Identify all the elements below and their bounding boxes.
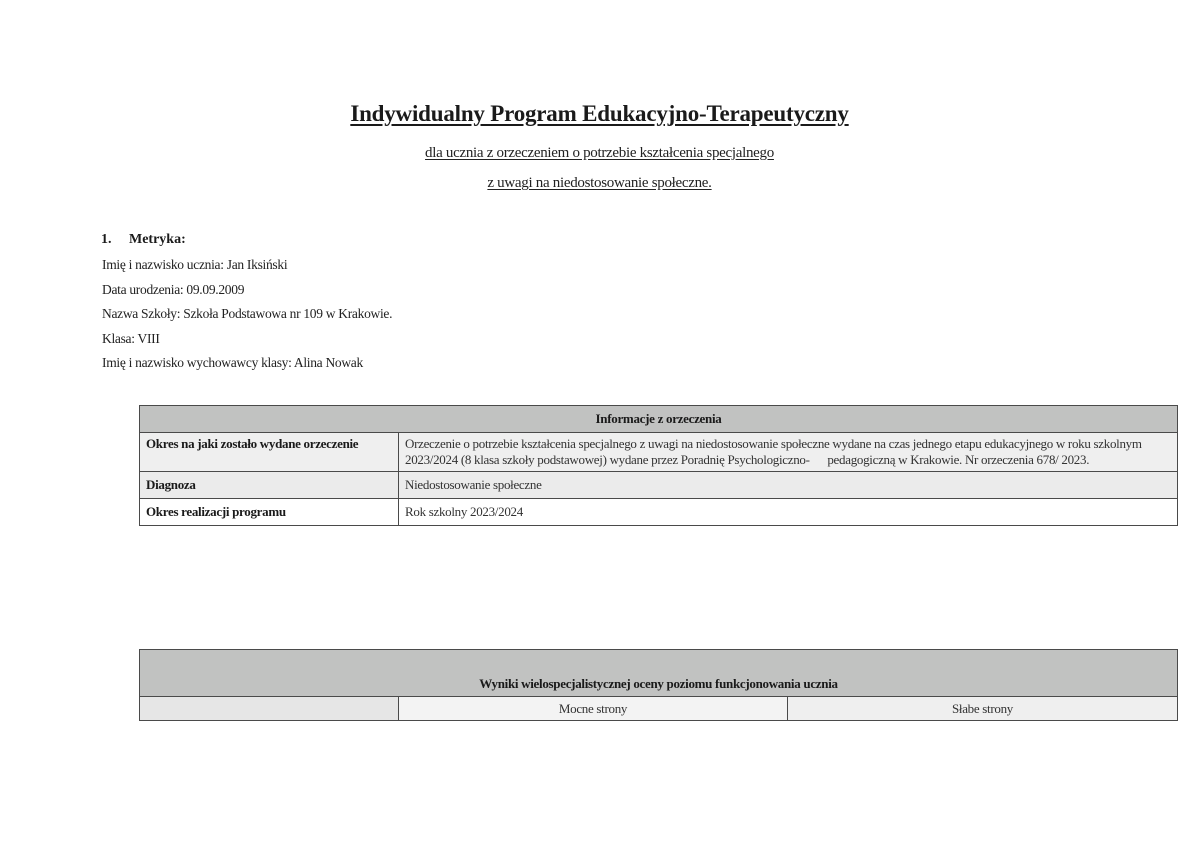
row-value-okres-orzeczenia: Orzeczenie o potrzebie kształcenia specjalnego z uwagi na niedostosowanie społeczne wydane na czas jednego etapu edukacyjnego w roku szkolnym 2023/2024 (8 klasa szkoły podstawowej) wydane przez Poradnię Psychologiczno- pedagogiczną w Krakowie. Nr orzeczenia 678/ 2023. bbox=[399, 433, 1178, 472]
row-label-okres-orzeczenia: Okres na jaki zostało wydane orzeczenie bbox=[140, 433, 399, 472]
document-title-text: Indywidualny Program Edukacyjno-Terapeutyczny bbox=[350, 101, 849, 126]
document-subtitle-line2 bbox=[0, 175, 1199, 192]
table-row bbox=[140, 472, 1178, 499]
results-column-blank bbox=[140, 697, 399, 721]
table-row bbox=[140, 499, 1178, 526]
row-value-okres-realizacji: Rok szkolny 2023/2024 bbox=[399, 499, 1178, 526]
row-value-diagnoza: Niedostosowanie społeczne bbox=[399, 472, 1178, 499]
results-table bbox=[139, 649, 1178, 721]
row-label-okres-realizacji: Okres realizacji programu bbox=[140, 499, 399, 526]
subtitle-line1-text: dla ucznia z orzeczeniem o potrzebie kształcenia specjalnego bbox=[425, 145, 774, 161]
table-row bbox=[140, 433, 1178, 472]
section-heading-metryka bbox=[101, 232, 186, 248]
metryka-student-name: Imię i nazwisko ucznia: Jan Iksiński bbox=[102, 257, 288, 272]
metryka-school-name: Nazwa Szkoły: Szkoła Podstawowa nr 109 w Krakowie. bbox=[102, 306, 393, 321]
results-columns-row bbox=[140, 697, 1178, 721]
metryka-birth-date: Data urodzenia: 09.09.2009 bbox=[102, 281, 245, 297]
metryka-class: Klasa: VIII bbox=[102, 330, 160, 346]
row-label-diagnoza: Diagnoza bbox=[140, 472, 399, 499]
document-title bbox=[0, 101, 1199, 127]
section-number: 1. bbox=[101, 232, 112, 247]
info-table-header-row bbox=[140, 406, 1178, 433]
metryka-list bbox=[102, 256, 392, 379]
section-title: Metryka: bbox=[129, 232, 186, 247]
document-subtitle-line1 bbox=[0, 145, 1199, 162]
info-table-header: Informacje z orzeczenia bbox=[140, 406, 1178, 433]
info-table bbox=[139, 405, 1178, 526]
results-table-header: Wyniki wielospecjalistycznej oceny poziomu funkcjonowania ucznia bbox=[140, 650, 1178, 697]
results-table-header-row bbox=[140, 650, 1178, 697]
metryka-homeroom-teacher: Imię i nazwisko wychowawcy klasy: Alina Nowak bbox=[102, 355, 363, 370]
results-column-weaknesses: Słabe strony bbox=[788, 697, 1178, 721]
subtitle-line2-text: z uwagi na niedostosowanie społeczne. bbox=[487, 175, 712, 191]
results-column-strengths: Mocne strony bbox=[399, 697, 788, 721]
